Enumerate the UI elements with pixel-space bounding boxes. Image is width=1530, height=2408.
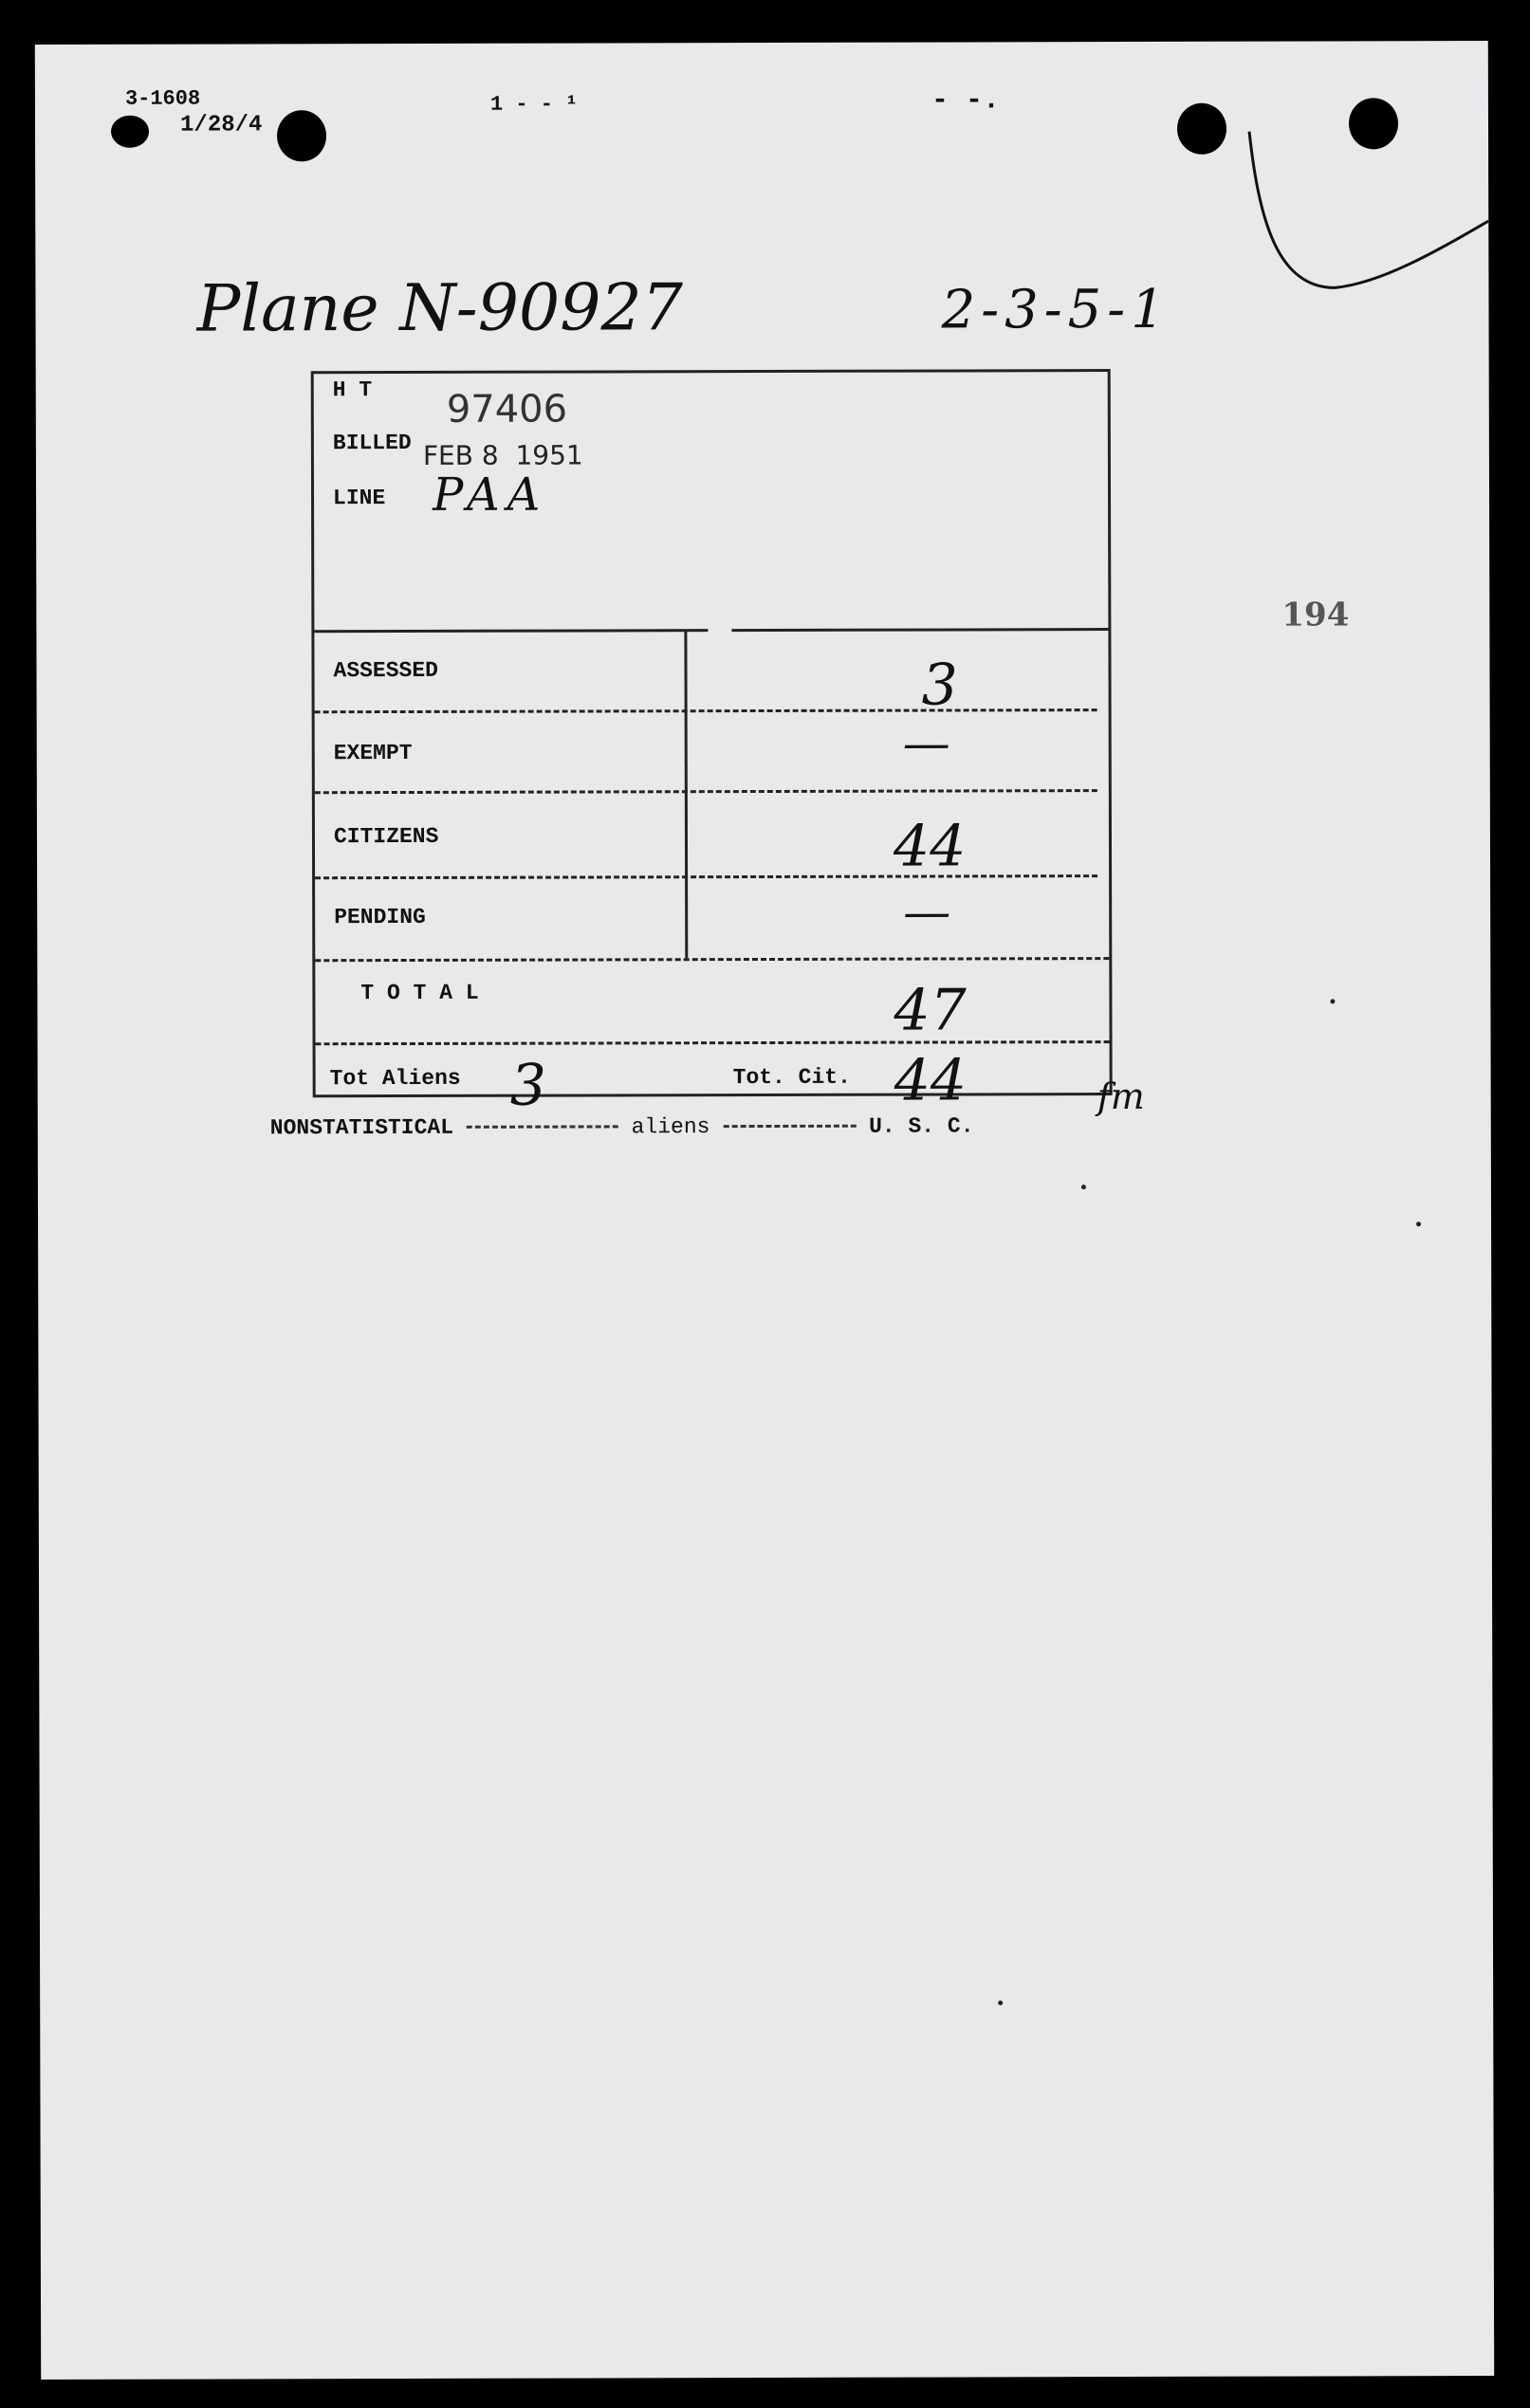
manifest-form <box>311 369 1113 1119</box>
divider-total <box>316 1040 1110 1045</box>
nonstatistical-label: NONSTATISTICAL <box>269 1114 454 1141</box>
speck <box>1416 1222 1421 1226</box>
nonstatistical-line <box>270 1113 974 1140</box>
page-number: 194 <box>1281 596 1350 634</box>
ht-label: H T <box>332 377 373 403</box>
speck <box>998 2000 1003 2005</box>
divider-header-right <box>731 628 1108 632</box>
billed-label: BILLED <box>332 430 412 456</box>
document-page <box>35 41 1494 2380</box>
nonstatistical-blank <box>467 1126 618 1129</box>
aliens-blank <box>723 1125 856 1128</box>
handwritten-date: 2-3-5-1 <box>941 278 1171 341</box>
handwritten-initials: fm <box>1097 1075 1145 1118</box>
tot-cit-value: 44 <box>894 1047 968 1114</box>
usc-label: U. S. C. <box>869 1113 974 1139</box>
pending-value: — <box>903 884 951 940</box>
exempt-label: EXEMPT <box>333 740 413 766</box>
punch-hole-left-1 <box>111 116 149 148</box>
assessed-value: 3 <box>921 652 958 719</box>
total-value: 47 <box>894 977 967 1044</box>
speck <box>1081 1185 1086 1189</box>
divider-row-3 <box>315 874 1097 879</box>
line-value: PAA <box>432 468 548 522</box>
tot-aliens-label: Tot Aliens <box>329 1065 461 1092</box>
tot-cit-label: Tot. Cit. <box>732 1064 851 1091</box>
corner-curve <box>1221 126 1489 345</box>
aliens-label: aliens <box>631 1114 710 1140</box>
assessed-label: ASSESSED <box>333 657 438 684</box>
column-divider <box>684 631 688 958</box>
citizens-label: CITIZENS <box>333 823 439 850</box>
ht-number: 97406 <box>446 387 568 432</box>
billed-date: FEB 8 1951 <box>422 439 583 471</box>
divider-row-4 <box>315 957 1109 962</box>
top-stamp: 1 - - ¹ <box>489 92 579 117</box>
exempt-value: — <box>902 715 950 771</box>
top-stamp-marks: - -. <box>931 84 1000 118</box>
form-date: 1/28/4 <box>179 112 263 138</box>
total-label: T O T A L <box>360 980 479 1006</box>
punch-hole-left-2 <box>277 110 326 161</box>
citizens-value: 44 <box>893 813 967 880</box>
pending-label: PENDING <box>334 904 426 930</box>
divider-row-2 <box>315 789 1097 794</box>
divider-header <box>314 629 708 633</box>
punch-hole-right-1 <box>1177 103 1226 155</box>
line-label: LINE <box>332 486 386 511</box>
form-number: 3-1608 <box>124 86 201 111</box>
tot-aliens-value: 3 <box>509 1052 546 1119</box>
speck <box>1330 999 1335 1003</box>
handwritten-plane-number: Plane N-90927 <box>196 270 684 347</box>
divider-row-1 <box>315 708 1097 713</box>
